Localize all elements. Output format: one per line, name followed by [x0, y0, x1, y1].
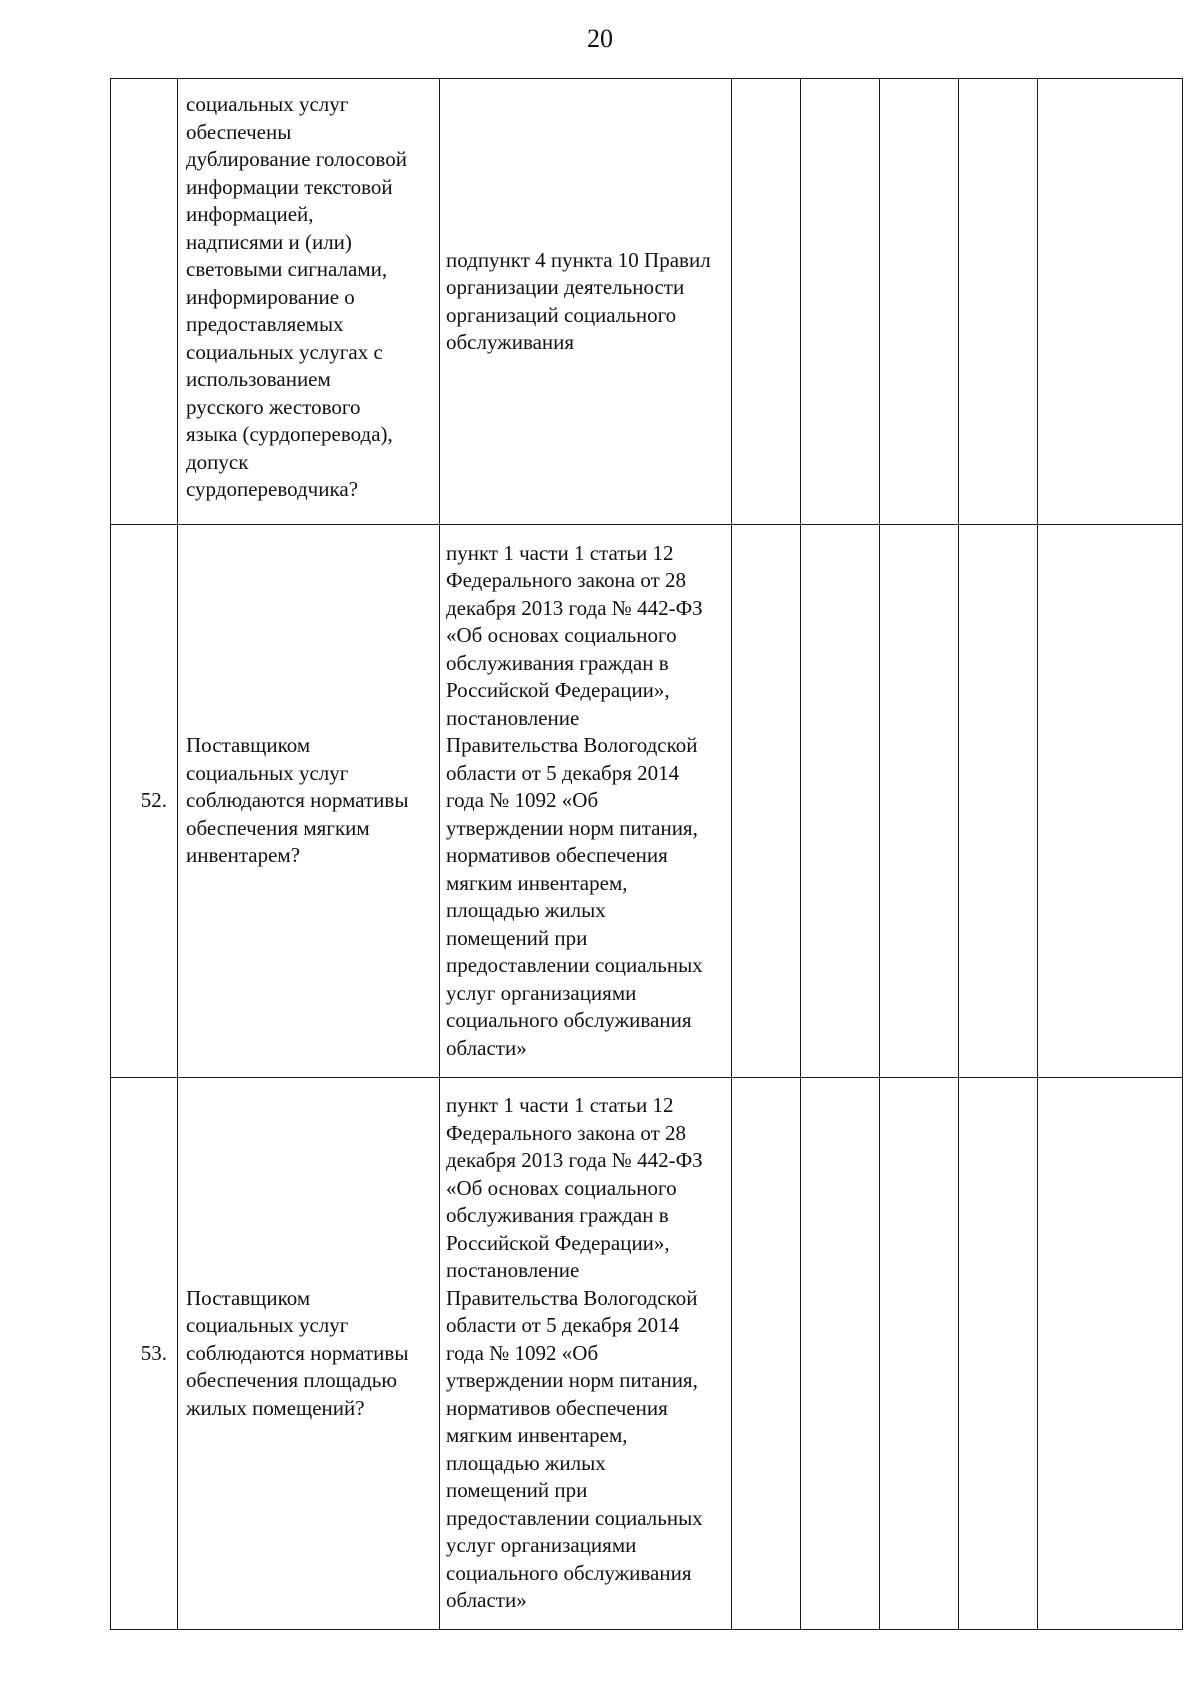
text-line: помещений при [446, 925, 588, 950]
text-line: соблюдаются нормативы [186, 788, 409, 813]
answer-yes-cell [732, 79, 801, 525]
answer-yes-cell [732, 525, 801, 1077]
text-line: утверждении норм питания, [446, 1368, 698, 1393]
text-line: обеспечения мягким [186, 815, 370, 840]
text-line: услуг организациями [446, 980, 637, 1005]
text-line: сурдопереводчика? [186, 477, 359, 501]
page-number: 20 [587, 24, 613, 53]
answer-yes-cell [732, 1077, 801, 1629]
text-line: «Об основах социального [446, 623, 677, 648]
table-row [111, 525, 1183, 1077]
text-line: допуск [186, 449, 249, 474]
text-line: информацией, [186, 202, 314, 226]
answer-na-cell [880, 79, 959, 525]
reference-cell [440, 79, 732, 525]
text-line: области» [446, 1035, 527, 1060]
table-row [111, 79, 1183, 525]
text-line: мягким инвентарем, [446, 870, 628, 895]
question-cell [178, 525, 440, 1077]
text-line: нормативов обеспечения [446, 1395, 668, 1420]
text-line: предоставлении социальных [446, 953, 703, 978]
text-line: обслуживания [446, 330, 575, 355]
text-line: использованием [186, 367, 331, 391]
question-cell [178, 1077, 440, 1629]
text-line: жилых помещений? [186, 1395, 365, 1420]
text-line: социальных услугах с [186, 339, 383, 364]
answer-extra-cell [959, 1077, 1038, 1629]
text-line: Правительства Вологодской [446, 1285, 698, 1310]
text-line: социальных услуг [186, 760, 349, 785]
note-cell [1038, 79, 1183, 525]
text-line: обслуживания граждан в [446, 650, 669, 675]
table-row [111, 1077, 1183, 1629]
text-line: языка (сурдоперевода), [186, 422, 393, 446]
item-number: 53. [111, 1077, 178, 1629]
text-line: Федерального закона от 28 [446, 1120, 686, 1145]
text-line: обеспечены [186, 119, 292, 144]
text-line: постановление [446, 1258, 580, 1283]
text-line: информирование о [186, 284, 355, 309]
text-line: организаций социального [446, 302, 677, 327]
text-line: Федерального закона от 28 [446, 568, 686, 593]
text-line: социального обслуживания [446, 1560, 692, 1585]
text-line: области от 5 декабря 2014 [446, 1313, 680, 1338]
text-line: информации текстовой [186, 174, 393, 199]
text-line: соблюдаются нормативы [186, 1340, 409, 1365]
text-line: утверждении норм питания, [446, 815, 698, 840]
text-line: организации деятельности [446, 275, 685, 300]
text-line: области» [446, 1588, 527, 1613]
question-cell [178, 79, 440, 525]
text-line: года № 1092 «Об [446, 1340, 599, 1365]
text-line: предоставлении социальных [446, 1505, 703, 1530]
answer-no-cell [801, 79, 880, 525]
reference-cell [440, 1077, 732, 1629]
text-line: декабря 2013 года № 442-ФЗ [446, 1148, 703, 1173]
text-line: нормативов обеспечения [446, 843, 668, 868]
text-line: площадью жилых [446, 898, 606, 923]
note-cell [1038, 525, 1183, 1077]
item-number: 52. [111, 525, 178, 1077]
text-line: постановление [446, 705, 580, 730]
text-line: Правительства Вологодской [446, 733, 698, 758]
text-line: световыми сигналами, [186, 257, 388, 281]
text-line: пункт 1 части 1 статьи 12 [446, 1093, 674, 1118]
text-line: мягким инвентарем, [446, 1423, 628, 1448]
text-line: декабря 2013 года № 442-ФЗ [446, 595, 703, 620]
answer-no-cell [801, 1077, 880, 1629]
text-line: года № 1092 «Об [446, 788, 599, 813]
reference-cell [440, 525, 732, 1077]
text-line: предоставляемых [186, 312, 344, 336]
text-line: обеспечения площадью [186, 1368, 398, 1393]
answer-extra-cell [959, 525, 1038, 1077]
text-line: социальных услуг [186, 92, 349, 116]
answer-extra-cell [959, 79, 1038, 525]
text-line: услуг организациями [446, 1533, 637, 1558]
answer-na-cell [880, 1077, 959, 1629]
note-cell [1038, 1077, 1183, 1629]
text-line: подпункт 4 пункта 10 Правил [446, 247, 711, 272]
text-line: надписями и (или) [186, 229, 352, 254]
text-line: Российской Федерации», [446, 678, 670, 703]
text-line: инвентарем? [186, 843, 301, 868]
answer-no-cell [801, 525, 880, 1077]
text-line: Поставщиком [186, 1285, 311, 1310]
text-line: дублирование голосовой [186, 147, 407, 171]
text-line: помещений при [446, 1478, 588, 1503]
text-line: «Об основах социального [446, 1175, 677, 1200]
checklist-table [110, 78, 1183, 1630]
text-line: Российской Федерации», [446, 1230, 670, 1255]
answer-na-cell [880, 525, 959, 1077]
text-line: площадью жилых [446, 1450, 606, 1475]
text-line: социального обслуживания [446, 1008, 692, 1033]
text-line: Поставщиком [186, 733, 311, 758]
item-number [111, 79, 178, 525]
text-line: области от 5 декабря 2014 [446, 760, 680, 785]
text-line: социальных услуг [186, 1313, 349, 1338]
text-line: обслуживания граждан в [446, 1203, 669, 1228]
text-line: пункт 1 части 1 статьи 12 [446, 540, 674, 565]
text-line: русского жестового [186, 394, 361, 419]
